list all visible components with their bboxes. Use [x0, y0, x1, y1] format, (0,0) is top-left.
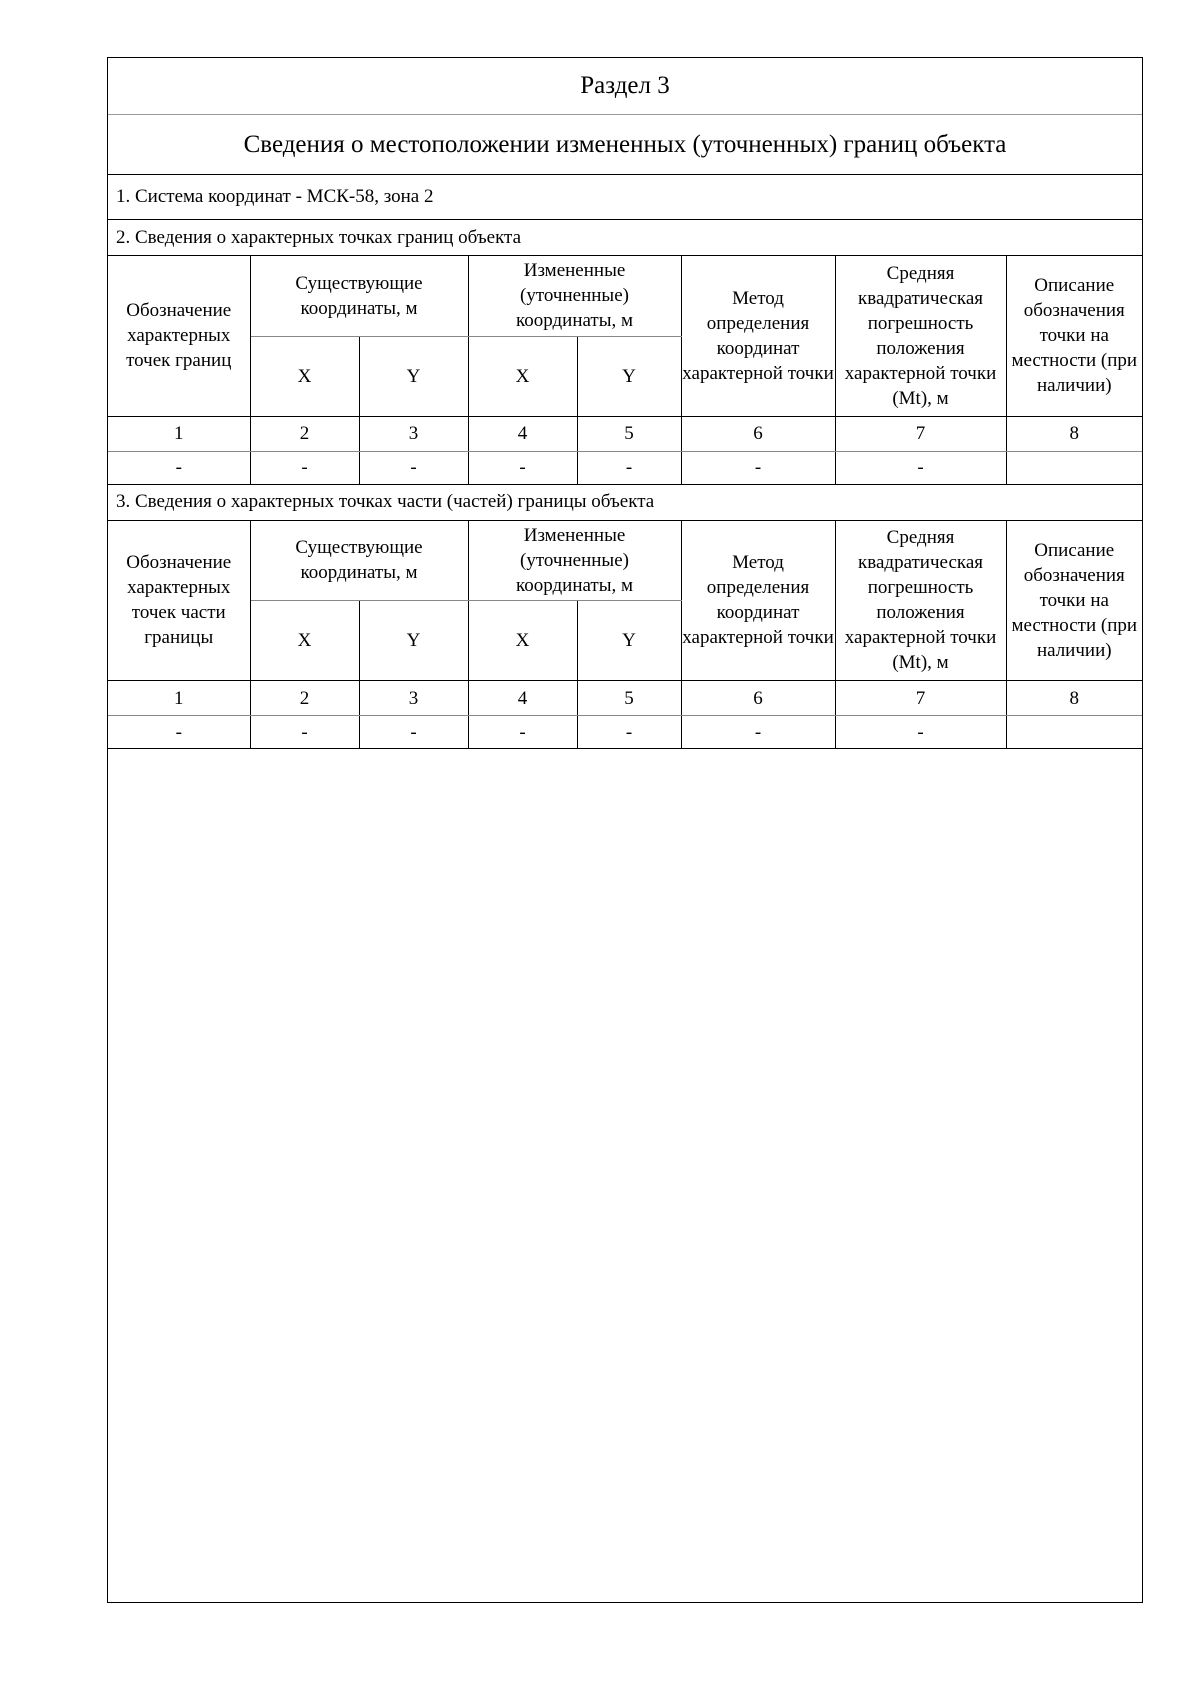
- column-number: 5: [577, 416, 681, 451]
- section-title: Раздел 3: [108, 58, 1142, 115]
- column-number: 7: [835, 681, 1006, 716]
- header-description: Описание обозначения точки на местности (при наличии): [1006, 521, 1142, 681]
- coordinate-system-line: 1. Система координат - МСК-58, зона 2: [108, 175, 1142, 220]
- header-mean-square-error: Средняя квадратическая погрешность положения характерной точки (Mt), м: [835, 521, 1006, 681]
- table-cell: -: [108, 716, 250, 749]
- column-number: 4: [468, 681, 577, 716]
- column-number-row: [108, 416, 1142, 451]
- header-changed-x: X: [468, 336, 577, 416]
- table-cell: -: [835, 716, 1006, 749]
- column-number: 2: [250, 681, 359, 716]
- column-number-row: [108, 681, 1142, 716]
- header-existing-x: X: [250, 336, 359, 416]
- header-changed-y: Y: [577, 601, 681, 681]
- table-cell: -: [468, 716, 577, 749]
- header-changed-y: Y: [577, 336, 681, 416]
- column-number: 1: [108, 416, 250, 451]
- boundary-points-table: [108, 256, 1142, 485]
- column-number: 8: [1006, 416, 1142, 451]
- document-frame: [107, 57, 1143, 1603]
- table-cell: -: [250, 451, 359, 484]
- column-number: 7: [835, 416, 1006, 451]
- column-number: 4: [468, 416, 577, 451]
- column-number: 5: [577, 681, 681, 716]
- table1-caption: 2. Сведения о характерных точках границ объекта: [108, 220, 1142, 256]
- header-method: Метод определения координат характерной точки: [681, 521, 835, 681]
- boundary-part-points-table: [108, 521, 1142, 750]
- header-point-designation: Обозначение характерных точек границ: [108, 256, 250, 416]
- header-existing-y: Y: [359, 336, 468, 416]
- column-number: 3: [359, 416, 468, 451]
- table-cell: -: [577, 716, 681, 749]
- header-changed-x: X: [468, 601, 577, 681]
- column-number: 2: [250, 416, 359, 451]
- header-changed-coordinates: Измененные (уточненные) координаты, м: [468, 256, 681, 336]
- table-cell: [1006, 451, 1142, 484]
- table-cell: -: [468, 451, 577, 484]
- table-cell: [1006, 716, 1142, 749]
- header-mean-square-error: Средняя квадратическая погрешность положения характерной точки (Mt), м: [835, 256, 1006, 416]
- table-row: [108, 716, 1142, 749]
- column-number: 3: [359, 681, 468, 716]
- header-point-designation: Обозначение характерных точек части границы: [108, 521, 250, 681]
- table-cell: -: [359, 451, 468, 484]
- header-description: Описание обозначения точки на местности (при наличии): [1006, 256, 1142, 416]
- table-cell: -: [681, 451, 835, 484]
- header-changed-coordinates: Измененные (уточненные) координаты, м: [468, 521, 681, 601]
- table-row: [108, 451, 1142, 484]
- header-method: Метод определения координат характерной точки: [681, 256, 835, 416]
- table-cell: -: [359, 716, 468, 749]
- header-existing-coordinates: Существующие координаты, м: [250, 521, 468, 601]
- document-title: Сведения о местоположении измененных (уточненных) границ объекта: [108, 115, 1142, 175]
- table-cell: -: [577, 451, 681, 484]
- header-existing-x: X: [250, 601, 359, 681]
- header-existing-coordinates: Существующие координаты, м: [250, 256, 468, 336]
- table-cell: -: [835, 451, 1006, 484]
- column-number: 6: [681, 416, 835, 451]
- header-existing-y: Y: [359, 601, 468, 681]
- table-cell: -: [108, 451, 250, 484]
- column-number: 8: [1006, 681, 1142, 716]
- table2-caption: 3. Сведения о характерных точках части (частей) границы объекта: [108, 485, 1142, 521]
- table-cell: -: [250, 716, 359, 749]
- column-number: 1: [108, 681, 250, 716]
- column-number: 6: [681, 681, 835, 716]
- table-cell: -: [681, 716, 835, 749]
